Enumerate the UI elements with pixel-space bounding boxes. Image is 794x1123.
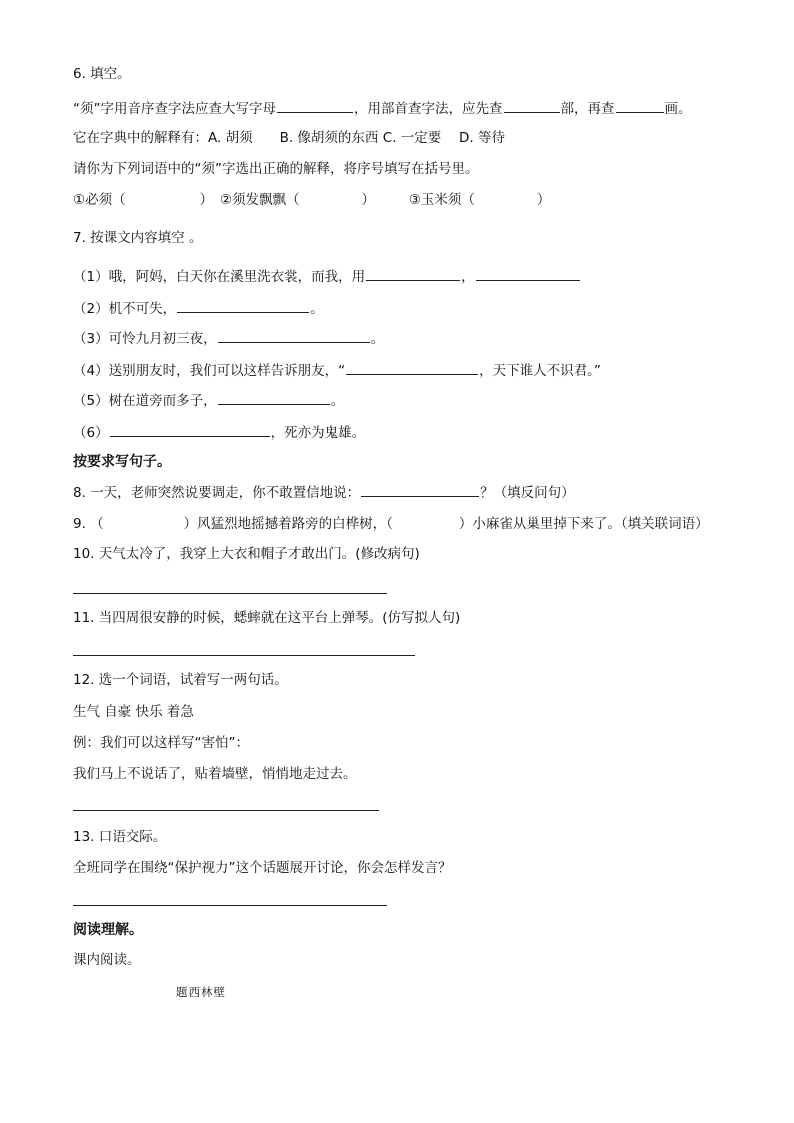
q8-hint: ？（填反问句） [480,485,575,501]
q13-answer-line[interactable] [73,905,387,906]
q7-s6 [73,422,365,443]
q12-answer-line[interactable] [73,810,379,811]
q6-line-1 [73,98,692,119]
q6-line-2: 它在字典中的解释有：A. 胡须 B. 像胡须的东西 C. 一定要 D. 等待 [73,130,505,146]
q7-s4-end: ，天下谁人不识君。” [479,363,601,379]
q6-title: 6. 填空。 [73,66,131,82]
q9 [73,514,709,534]
q10-answer-line[interactable] [73,593,387,594]
q6-text-a: “须”字用音序查字法应查大写字母 [73,101,276,117]
q7-title: 7. 按课文内容填空 。 [73,230,203,246]
q6-line-3: 请你为下列词语中的“须”字选出正确的解释，将序号填写在括号里。 [73,161,479,177]
q11: 11. 当四周很安静的时候，蟋蟀就在这平台上弹琴。(仿写拟人句) [73,610,461,626]
q7-blank-1a[interactable] [366,266,460,281]
q11-answer-line[interactable] [73,655,415,656]
q6-item-1: ①必须（ [73,192,126,208]
q13-prompt: 全班同学在围绕“保护视力”这个话题展开讨论，你会怎样发言？ [73,860,452,876]
section-heading-reading: 阅读理解。 [73,922,143,938]
q6-item-3: ） ③玉米须（ [361,192,475,208]
q7-blank-6[interactable] [110,422,270,437]
q7-s3 [73,328,384,349]
q7-s4-text: （4）送别朋友时，我们可以这样告诉朋友，“ [73,363,346,379]
q9-text-c: ）小麻雀从巢里掉下来了。（填关联词语） [458,516,709,532]
q6-item-2: ） ②须发飘飘（ [199,192,300,208]
q8-blank[interactable] [361,482,479,497]
q7-s1-comma: ， [461,269,475,285]
q12-sentence: 我们马上不说话了，贴着墙壁，悄悄地走过去。 [73,766,357,782]
q6-text-c: 部，再查 [560,101,615,117]
q7-s2-text: （2）机不可失， [73,301,177,317]
q6-line-4 [73,190,550,210]
q7-s2-end: 。 [310,301,324,317]
q12-title: 12. 选一个词语，试着写一两句话。 [73,672,288,688]
reading-subheading: 课内阅读。 [73,952,141,968]
q7-s3-text: （3）可怜九月初三夜， [73,331,217,347]
q6-item-4: ） [536,192,551,208]
q7-s1-text: （1）哦，阿妈，白天你在溪里洗衣裳，而我，用 [73,269,366,285]
q9-text-a: 9. （ [73,516,104,532]
q7-s5-text: （5）树在道旁而多子， [73,393,217,409]
q12-words: 生气 自豪 快乐 着急 [73,704,194,720]
q9-text-b: ）风猛烈地摇撼着路旁的白桦树，（ [183,516,393,532]
q7-blank-5[interactable] [218,390,330,405]
q7-s6-text: （6） [73,425,109,441]
blank-strokes[interactable] [616,98,664,113]
q7-blank-3[interactable] [218,328,370,343]
q7-s1 [73,266,581,287]
q7-blank-2[interactable] [177,298,309,313]
q7-s2 [73,298,324,319]
q10: 10. 天气太冷了，我穿上大衣和帽子才敢出门。(修改病句) [73,546,420,562]
q7-s5 [73,390,344,411]
blank-letter[interactable] [277,98,353,113]
section-heading-sentences: 按要求写句子。 [73,454,171,470]
q6-text-d: 画。 [664,101,692,117]
q13-title: 13. 口语交际。 [73,829,167,845]
poem-title: 题西林壁 [176,985,226,999]
q8-text: 8. 一天，老师突然说要调走，你不敢置信地说： [73,485,361,501]
q8 [73,482,575,503]
q12-example: 例：我们可以这样写“害怕”： [73,735,249,751]
q7-blank-4[interactable] [346,360,478,375]
q7-blank-1b[interactable] [476,266,580,281]
q7-s5-end: 。 [330,393,345,409]
q7-s3-end: 。 [370,331,385,347]
q7-s4 [73,360,601,381]
q7-s6-end: ，死亦为鬼雄。 [270,425,366,441]
blank-radical[interactable] [504,98,560,113]
q6-text-b: ，用部首查字法，应先查 [354,101,503,117]
